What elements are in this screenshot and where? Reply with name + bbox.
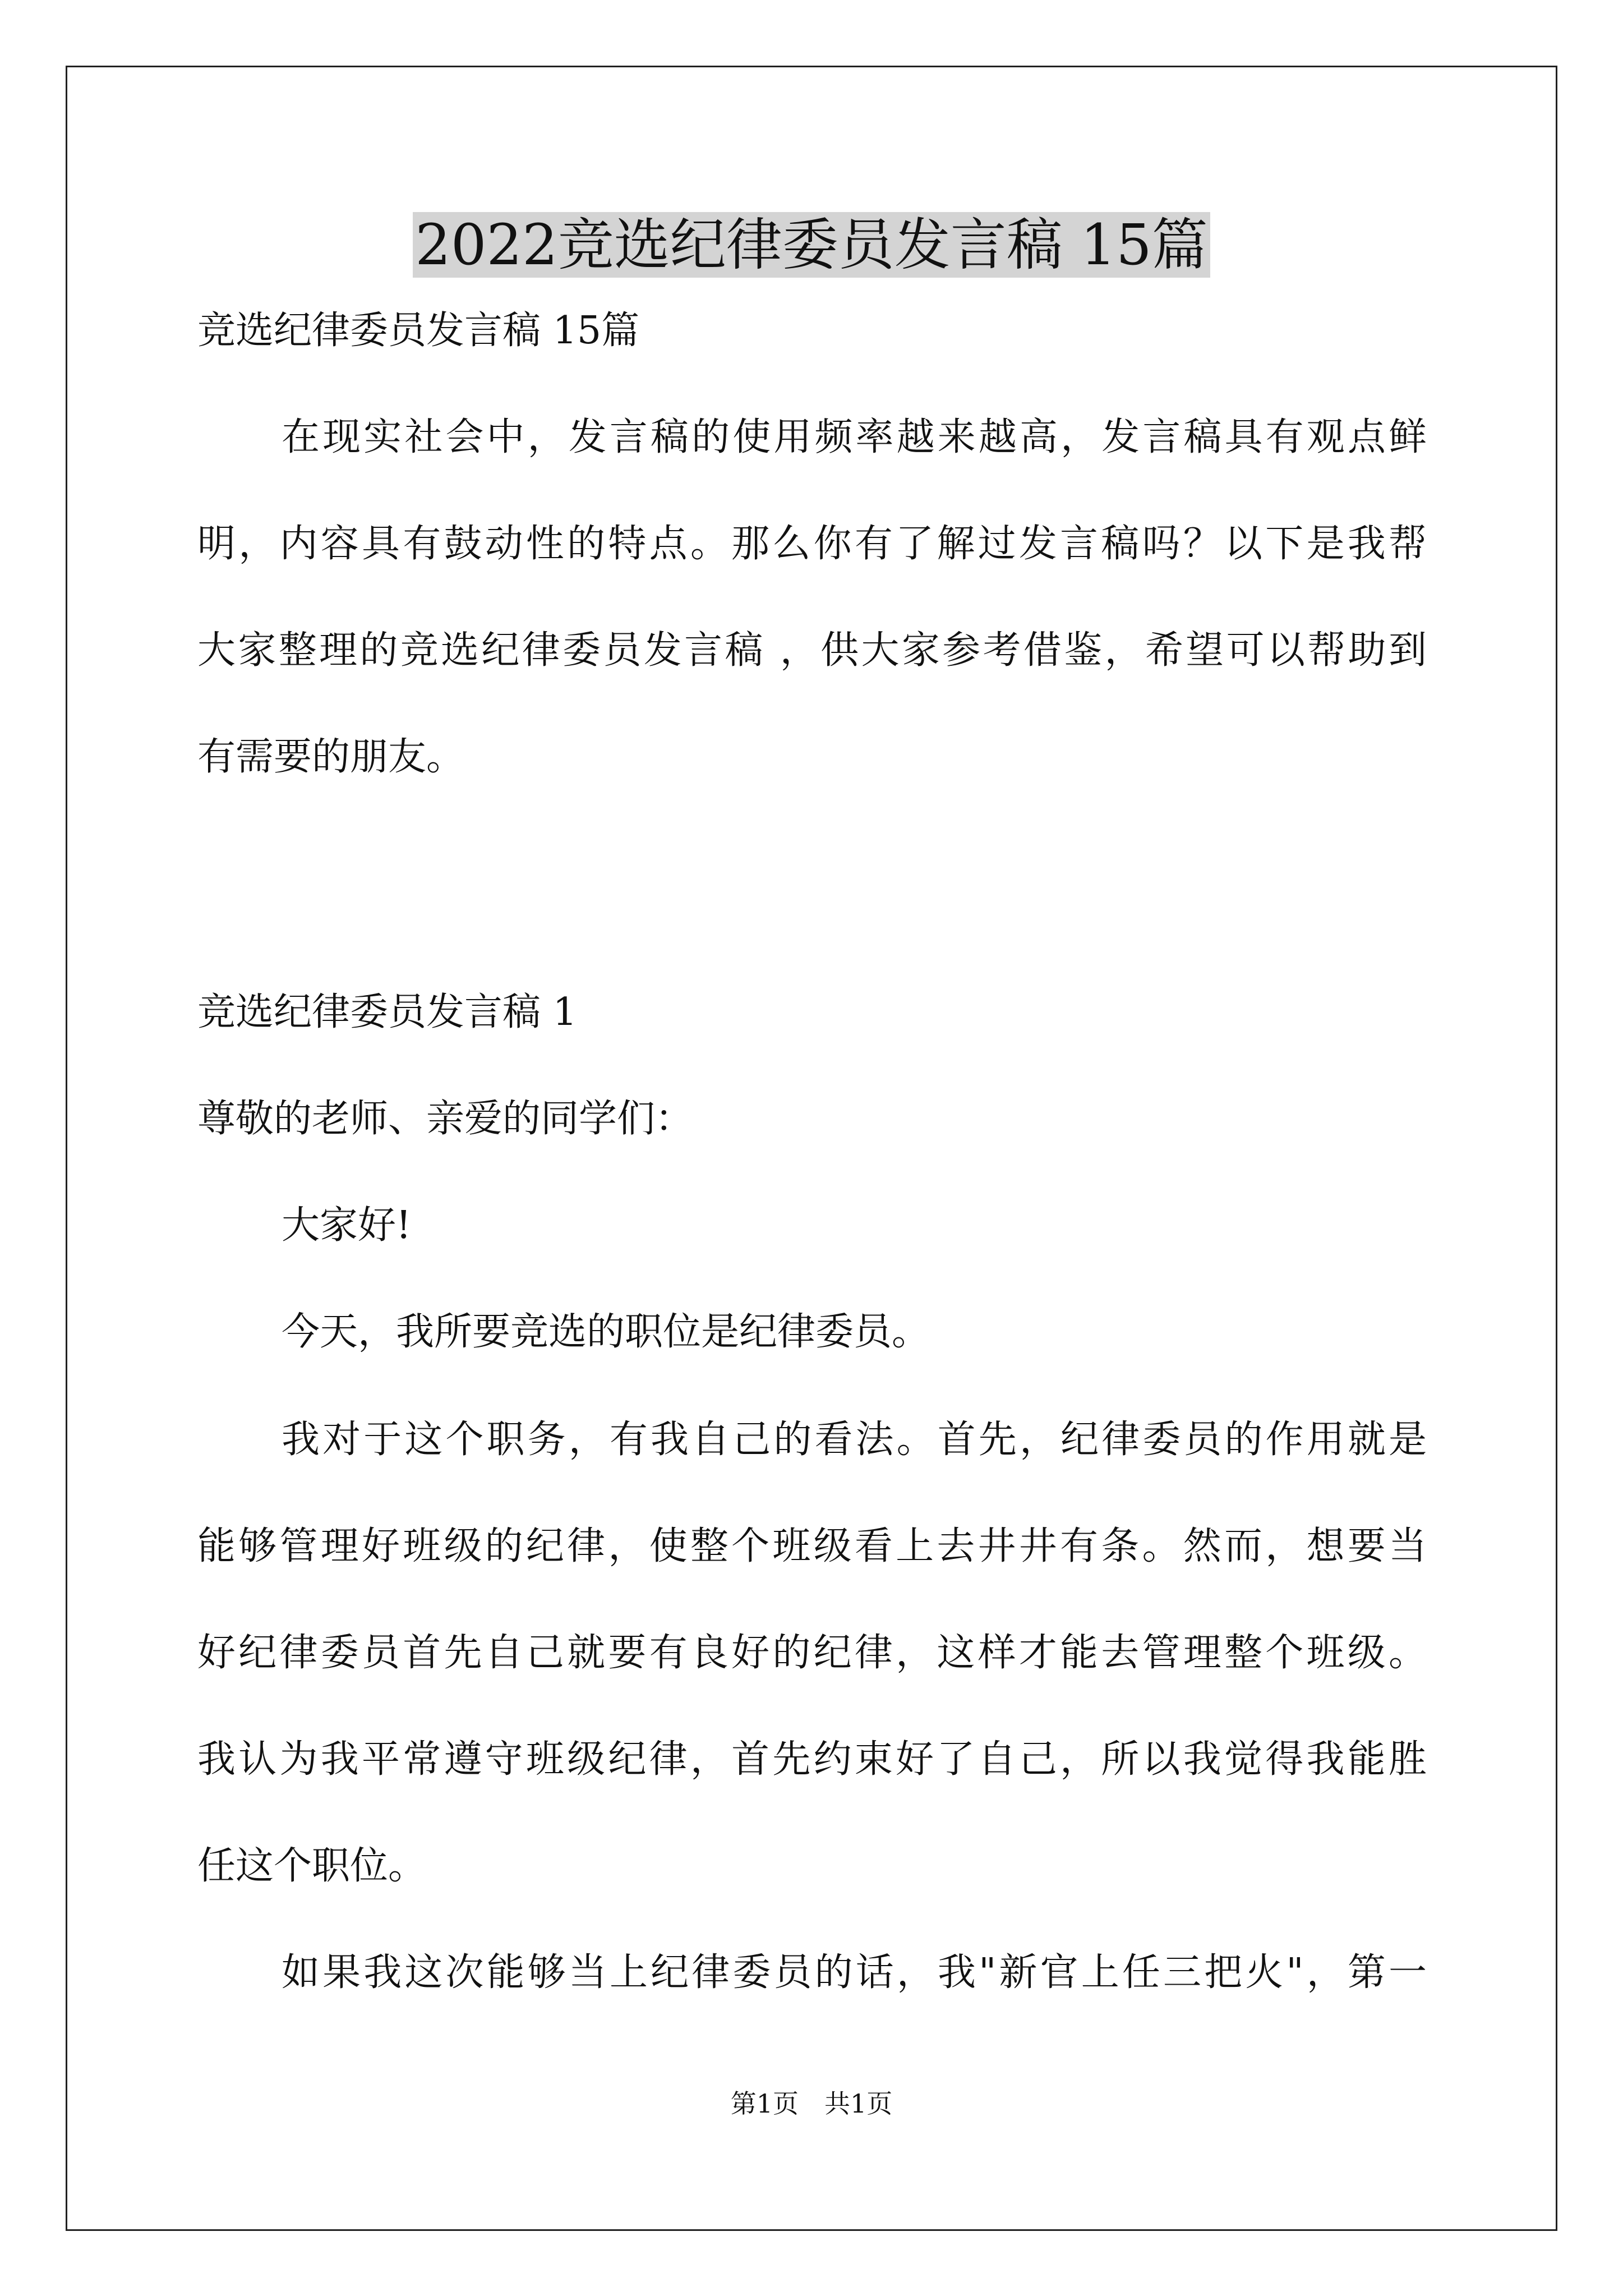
intro-line: 在现实社会中，发言稿的使用频率越来越高，发言稿具有观点鲜 [282,415,1427,459]
salutation: 尊敬的老师、亲爱的同学们： [197,1097,694,1141]
paragraph-line: 能够管理好班级的纪律，使整个班级看上去井井有条。然而，想要当 [197,1524,1427,1568]
page-number: 第1页 共1页 [730,2088,893,2119]
paragraph-line: 任这个职位。 [197,1844,427,1888]
paragraph-line: 我对于这个职务，有我自己的看法。首先，纪律委员的作用就是 [282,1418,1427,1462]
paragraph-line: 今天，我所要竞选的职位是纪律委员。 [282,1310,930,1354]
intro-line: 大家整理的竞选纪律委员发言稿 ，供大家参考借鉴，希望可以帮助到 [197,628,1427,673]
paragraph-line: 如果我这次能够当上纪律委员的话，我"新官上任三把火"，第一 [282,1950,1427,1995]
section-heading: 竞选纪律委员发言稿 1 [197,990,577,1034]
document-subtitle: 竞选纪律委员发言稿 15篇 [197,309,640,353]
page-border [66,66,1557,2231]
paragraph-line: 我认为我平常遵守班级纪律，首先约束好了自己，所以我觉得我能胜 [197,1737,1427,1782]
intro-line: 有需要的朋友。 [197,735,465,779]
greeting: 大家好! [282,1203,412,1248]
intro-line: 明，内容具有鼓动性的特点。那么你有了解过发言稿吗？以下是我帮 [197,522,1427,566]
paragraph-line: 好纪律委员首先自己就要有良好的纪律，这样才能去管理整个班级。 [197,1631,1427,1675]
document-title: 2022竞选纪律委员发言稿 15篇 [0,203,1623,287]
